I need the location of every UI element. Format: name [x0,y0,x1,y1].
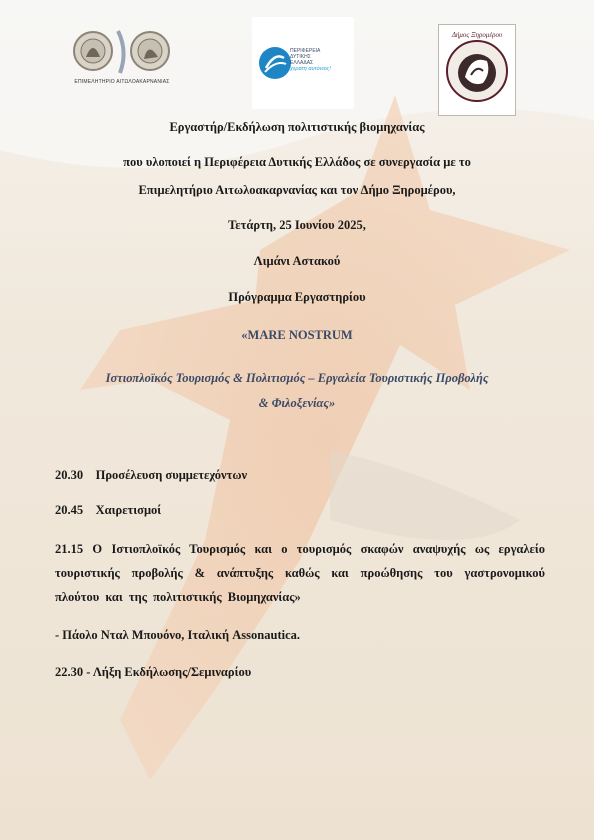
speaker-line: - Πάολο Νταλ Μπουόνο, Ιταλική Assonautica. [55,628,301,642]
event-date: Τετάρτη, 25 Ιουνίου 2025, [228,218,366,232]
chamber-caption: ΕΠΙΜΕΛΗΤΗΡΙΟ ΑΙΤΩΛΟΑΚΑΡΝΑΝΙΑΣ [74,79,170,85]
municipality-arc-text: Δήμος Ξηρομέρου [451,31,503,39]
program-heading: Πρόγραμμα Εργαστηρίου [228,290,366,304]
chamber-logo [68,27,176,93]
program-item-closing: 22.30 - Λήξη Εκδήλωσης/Σεμιναρίου [55,665,252,679]
region-logo [252,17,354,109]
program-item-talk: 21.15 Ο Ιστιοπλοϊκός Τουρισμός και ο τουρισμός σκαφών αναψυχής ως εργαλείο τουριστικής προβολής & ανάπτυξης καθώς και προώθησης του γαστρονομικού πλούτου και της πολιτιστικής Βιομηχανίας» [55,542,545,604]
mare-nostrum-title: «MARE NOSTRUM [241,328,353,342]
theme-line-1: Ιστιοπλοϊκός Τουρισμός & Πολιτισμός – Εργαλεία Τουριστικής Προβολής [105,371,489,385]
region-line-2: ΔΥΤΙΚΗΣ [290,54,311,60]
event-place: Λιμάνι Αστακού [253,254,341,268]
municipality-logo [438,24,516,116]
coins-icon [68,27,176,77]
region-line-3: ΕΛΛΑΔΑΣ [290,60,314,66]
region-line-1: ΠΕΡΙΦΕΡΕΙΑ [290,48,321,54]
program-item-arrival: 20.30 Προσέλευση συμμετεχόντων [55,468,248,482]
region-emblem-icon [258,46,292,80]
partners-line: Επιμελητήριο Αιτωλοακαρνανίας και τον Δήμο Ξηρομέρου, [138,183,456,197]
program-item-greetings: 20.45 Χαιρετισμοί [55,503,162,517]
organizer-line: που υλοποιεί η Περιφέρεια Δυτικής Ελλάδος σε συνεργασία με το [123,155,471,169]
region-slogan: χέρατη αυτόνιος! [290,66,331,72]
event-title: Εργαστήρ/Εκδήλωση πολιτιστικής βιομηχανίας [169,120,425,134]
theme-line-2: & Φιλοξενίας» [258,396,336,410]
